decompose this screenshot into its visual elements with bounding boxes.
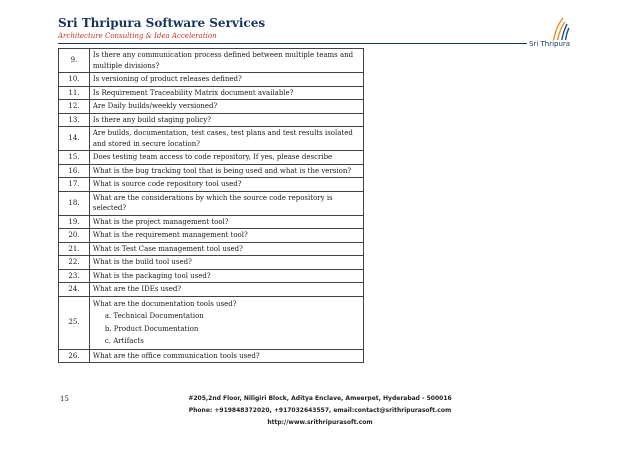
question-number: 9.: [59, 49, 90, 73]
table-row: [59, 86, 364, 100]
question-text: What is the project management tool?: [89, 215, 363, 229]
question-number: 22.: [59, 256, 90, 270]
table-row: [59, 100, 364, 114]
question-text: Are builds, documentation, test cases, test plans and test results isolated and stored in secure location?: [89, 127, 363, 151]
question-number: 11.: [59, 86, 90, 100]
question-number: 10.: [59, 73, 90, 87]
question-text: What is the build tool used?: [89, 256, 363, 270]
table-row: [59, 215, 364, 229]
question-number: 16.: [59, 164, 90, 178]
doc-tool-item: c. Artifacts: [104, 337, 144, 345]
table-row: [59, 151, 364, 165]
table-row: [59, 269, 364, 283]
table-row: [59, 349, 364, 363]
table-row: [59, 127, 364, 151]
table-row: [59, 178, 364, 192]
question-text: What is the packaging tool used?: [89, 269, 363, 283]
question-number: 26.: [59, 349, 90, 363]
table-row: [59, 49, 364, 73]
doc-tool-item: b. Product Documentation: [104, 324, 199, 333]
question-text: Is Requirement Traceability Matrix document available?: [89, 86, 363, 100]
question-text: What are the office communication tools used?: [89, 349, 363, 363]
page-number: 15: [60, 395, 69, 403]
table-row: [59, 242, 364, 256]
question-text: What is source code repository tool used?: [89, 178, 363, 192]
question-number: 17.: [59, 178, 90, 192]
question-number: 19.: [59, 215, 90, 229]
doc-tool-item: a. Technical Documentation: [104, 312, 204, 320]
question-number: 23.: [59, 269, 90, 283]
question-text: Is there any build staging policy?: [89, 113, 363, 127]
question-text: What is the requirement management tool?: [89, 229, 363, 243]
question-text: What are the considerations by which the source code repository is selected?: [89, 191, 363, 215]
table-row: [59, 256, 364, 270]
footer-website: http://www.srithripurasoft.com: [267, 419, 373, 426]
question-number: 13.: [59, 113, 90, 127]
footer-contact: Phone: +919848372020, +917032643557, email:contact@srithripurasoft.com: [188, 407, 452, 414]
question-number: 18.: [59, 191, 90, 215]
question-number: 15.: [59, 151, 90, 165]
table-row: [59, 296, 364, 349]
questions-table: [58, 48, 364, 363]
question-number: 14.: [59, 127, 90, 151]
page-header: [58, 16, 578, 40]
question-text: Does testing team access to code repository, If yes, please describe: [89, 151, 363, 165]
question-text: What is Test Case management tool used?: [89, 242, 363, 256]
question-number: 21.: [59, 242, 90, 256]
table-row: [59, 164, 364, 178]
company-name: Sri Thripura Software Services: [58, 16, 266, 30]
question-number: 24.: [59, 283, 90, 297]
question-text: Are Daily builds/weekly versioned?: [89, 100, 363, 114]
question-text: Is there any communication process defined between multiple teams and multiple divisions?: [89, 49, 363, 73]
question-number: 25.: [59, 296, 90, 349]
question-text: What is the bug tracking tool that is being used and what is the version?: [89, 164, 363, 178]
question-25-text: What are the documentation tools used?: [92, 299, 237, 308]
header-divider: [58, 43, 544, 44]
question-number: 12.: [59, 100, 90, 114]
logo-text: Sri Thripura: [529, 40, 571, 48]
table-row: [59, 73, 364, 87]
table-row: [59, 283, 364, 297]
question-text: [89, 296, 363, 349]
question-text: What are the IDEs used?: [89, 283, 363, 297]
table-row: [59, 113, 364, 127]
company-tagline: Architecture Consulting & Idea Acceleration: [58, 32, 217, 40]
question-number: 20.: [59, 229, 90, 243]
table-row: [59, 191, 364, 215]
table-row: [59, 229, 364, 243]
footer-address: #205,2nd Floor, Niligiri Block, Aditya Enclave, Ameerpet, Hyderabad - 500016: [188, 395, 452, 402]
question-text: Is versioning of product releases defined?: [89, 73, 363, 87]
